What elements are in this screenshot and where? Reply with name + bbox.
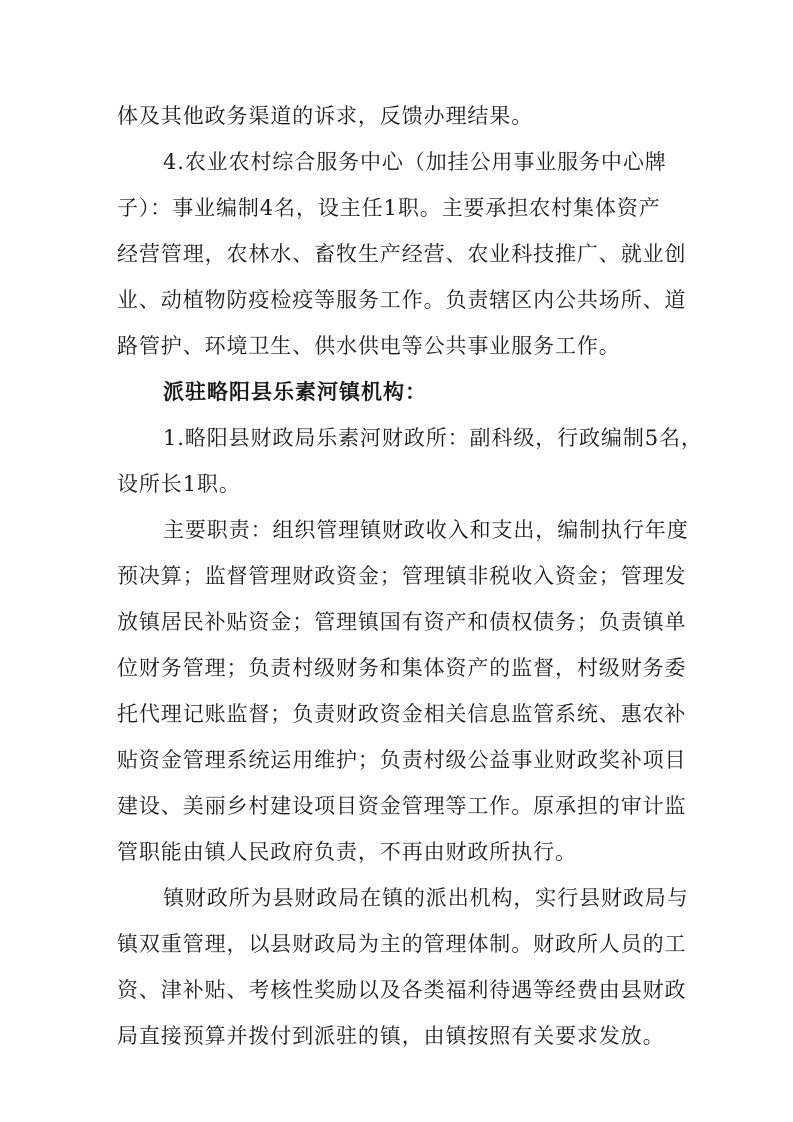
text-line: 托代理记账监督；负责财政资金相关信息监管系统、惠农补	[117, 702, 687, 726]
text-line: 镇财政所为县财政局在镇的派出机构，实行县财政局与	[163, 886, 689, 910]
section-heading: 派驻略阳县乐素河镇机构：	[163, 380, 427, 404]
text-line: 经营管理，农林水、畜牧生产经营、农业科技推广、就业创	[117, 242, 687, 266]
text-line: 主要职责：组织管理镇财政收入和支出，编制执行年度	[163, 518, 689, 542]
text-line: 局直接预算并拨付到派驻的镇，由镇按照有关要求发放。	[117, 1024, 665, 1048]
text-line: 预决算；监督管理财政资金；管理镇非税收入资金；管理发	[117, 564, 687, 588]
text-line: 位财务管理；负责村级财务和集体资产的监督，村级财务委	[117, 656, 687, 680]
text-line: 子）：事业编制4名，设主任1职。主要承担农村集体资产	[117, 196, 661, 220]
text-line: 4.农业农村综合服务中心（加挂公用事业服务中心牌	[163, 150, 667, 174]
text-line: 贴资金管理系统运用维护；负责村级公益事业财政奖补项目	[117, 748, 687, 772]
text-line: 放镇居民补贴资金；管理镇国有资产和债权债务；负责镇单	[117, 610, 687, 634]
text-line: 1.略阳县财政局乐素河财政所：副科级，行政编制5名，	[163, 426, 703, 450]
text-line: 设所长1职。	[117, 472, 241, 496]
text-line: 体及其他政务渠道的诉求，反馈办理结果。	[117, 104, 534, 128]
text-line: 业、动植物防疫检疫等服务工作。负责辖区内公共场所、道	[117, 288, 687, 312]
text-line: 管职能由镇人民政府负责，不再由财政所执行。	[117, 840, 577, 864]
text-line: 镇双重管理，以县财政局为主的管理体制。财政所人员的工	[117, 932, 687, 956]
text-line: 路管护、环境卫生、供水供电等公共事业服务工作。	[117, 334, 621, 358]
text-line: 资、津补贴、考核性奖励以及各类福利待遇等经费由县财政	[117, 978, 687, 1002]
text-line: 建设、美丽乡村建设项目资金管理等工作。原承担的审计监	[117, 794, 687, 818]
